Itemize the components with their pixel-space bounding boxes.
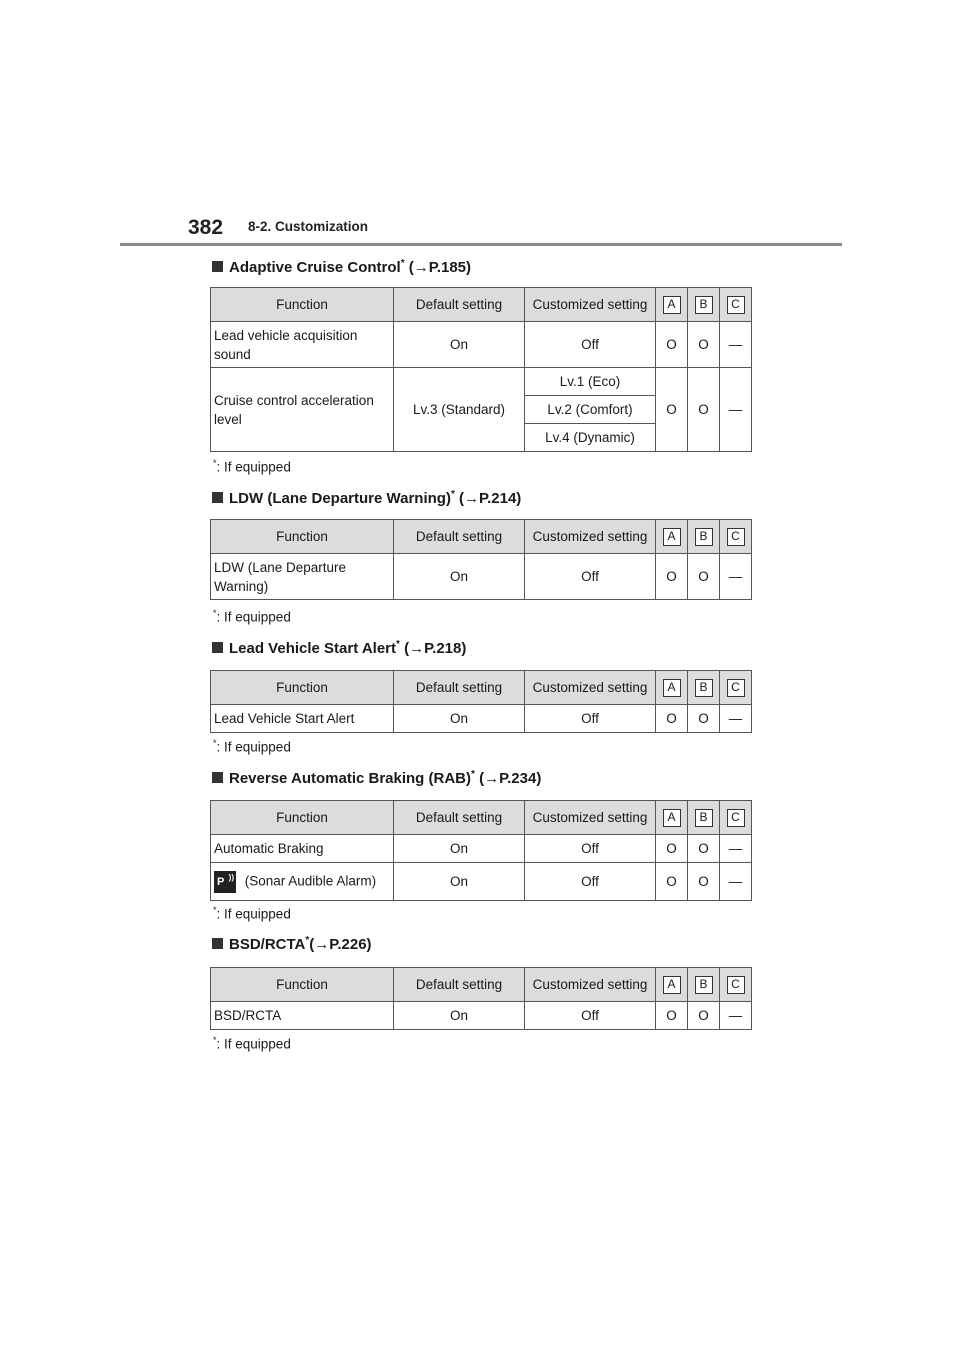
table-header-row: [211, 288, 752, 322]
cell-customized: Off: [525, 1002, 656, 1030]
table-row: [211, 863, 752, 901]
table-header-row: [211, 801, 752, 835]
header-col-c: C: [720, 968, 752, 1002]
cell-c: —: [720, 863, 752, 901]
page-reference-link[interactable]: (→P.185): [404, 259, 472, 276]
table-header-row: [211, 671, 752, 705]
settings-table-acc: [210, 287, 752, 452]
page-header: [120, 212, 842, 246]
table-row: [211, 835, 752, 863]
header-default-setting: Default setting: [394, 520, 525, 554]
header-col-a: A: [656, 968, 688, 1002]
table-row: [211, 1002, 752, 1030]
cell-default: On: [394, 1002, 525, 1030]
square-bullet-icon: [212, 772, 223, 783]
header-default-setting: Default setting: [394, 801, 525, 835]
header-customized-setting: Customized setting: [525, 801, 656, 835]
header-default-setting: Default setting: [394, 671, 525, 705]
header-customized-setting: Customized setting: [525, 671, 656, 705]
cell-function: Cruise control acceleration level: [211, 368, 394, 452]
header-function: Function: [211, 968, 394, 1002]
header-col-a: A: [656, 801, 688, 835]
cell-b: O: [688, 368, 720, 452]
cell-default: Lv.3 (Standard): [394, 368, 525, 452]
page-number: 382: [188, 216, 224, 239]
settings-table-bsd-rcta: [210, 967, 752, 1030]
square-bullet-icon: [212, 938, 223, 949]
cell-b: O: [688, 835, 720, 863]
cell-customized: Off: [525, 863, 656, 901]
cell-c: —: [720, 368, 752, 452]
table-row: [211, 554, 752, 600]
cell-customized: Off: [525, 705, 656, 733]
section-title: 8-2. Customization: [248, 219, 369, 234]
heading-bsd-rcta: BSD/RCTA*(→P.226): [212, 935, 372, 953]
cell-c: —: [720, 322, 752, 368]
cell-default: On: [394, 863, 525, 901]
sonar-alarm-icon: P )): [214, 871, 236, 893]
cell-c: —: [720, 705, 752, 733]
header-col-a: A: [656, 288, 688, 322]
cell-function: LDW (Lane Departure Warning): [211, 554, 394, 600]
cell-customized: Lv.1 (Eco): [525, 368, 656, 396]
square-bullet-icon: [212, 261, 223, 272]
header-default-setting: Default setting: [394, 968, 525, 1002]
cell-function: Lead Vehicle Start Alert: [211, 705, 394, 733]
table-row: [211, 368, 752, 396]
header-function: Function: [211, 288, 394, 322]
header-col-b: B: [688, 671, 720, 705]
cell-b: O: [688, 554, 720, 600]
square-bullet-icon: [212, 642, 223, 653]
cell-customized: Lv.2 (Comfort): [525, 396, 656, 424]
cell-c: —: [720, 554, 752, 600]
header-col-b: B: [688, 288, 720, 322]
header-col-a: A: [656, 671, 688, 705]
page-reference-link[interactable]: (→P.234): [474, 770, 542, 787]
cell-function: Lead vehicle acquisition sound: [211, 322, 394, 368]
table-header-row: [211, 968, 752, 1002]
header-col-c: C: [720, 520, 752, 554]
header-default-setting: Default setting: [394, 288, 525, 322]
cell-b: O: [688, 1002, 720, 1030]
cell-a: O: [656, 835, 688, 863]
square-bullet-icon: [212, 492, 223, 503]
header-function: Function: [211, 520, 394, 554]
cell-default: On: [394, 554, 525, 600]
footnote: *: If equipped: [213, 905, 291, 922]
cell-default: On: [394, 835, 525, 863]
table-header-row: [211, 520, 752, 554]
heading-lead-vehicle-start-alert: Lead Vehicle Start Alert* (→P.218): [212, 639, 466, 657]
page-reference-link[interactable]: (→P.218): [399, 640, 467, 657]
heading-reverse-automatic-braking: Reverse Automatic Braking (RAB)* (→P.234): [212, 769, 541, 787]
header-customized-setting: Customized setting: [525, 520, 656, 554]
header-function: Function: [211, 671, 394, 705]
header-function: Function: [211, 801, 394, 835]
cell-function: Automatic Braking: [211, 835, 394, 863]
cell-a: O: [656, 322, 688, 368]
header-divider: [120, 243, 842, 246]
header-col-b: B: [688, 520, 720, 554]
header-col-a: A: [656, 520, 688, 554]
cell-customized: Off: [525, 322, 656, 368]
footnote: *: If equipped: [213, 1035, 291, 1052]
header-col-c: C: [720, 671, 752, 705]
footnote: *: If equipped: [213, 738, 291, 755]
cell-c: —: [720, 1002, 752, 1030]
heading-adaptive-cruise-control: Adaptive Cruise Control* (→P.185): [212, 258, 471, 276]
cell-b: O: [688, 863, 720, 901]
cell-b: O: [688, 322, 720, 368]
cell-a: O: [656, 368, 688, 452]
page-reference-link[interactable]: (→P.226): [309, 936, 372, 953]
heading-ldw: LDW (Lane Departure Warning)* (→P.214): [212, 489, 521, 507]
header-customized-setting: Customized setting: [525, 288, 656, 322]
page-reference-link[interactable]: (→P.214): [454, 490, 522, 507]
header-col-b: B: [688, 968, 720, 1002]
settings-table-lead-vehicle-start-alert: [210, 670, 752, 733]
table-row: [211, 705, 752, 733]
cell-c: —: [720, 835, 752, 863]
header-col-c: C: [720, 288, 752, 322]
cell-customized: Off: [525, 835, 656, 863]
footnote: *: If equipped: [213, 458, 291, 475]
cell-default: On: [394, 705, 525, 733]
cell-a: O: [656, 1002, 688, 1030]
table-row: [211, 322, 752, 368]
header-col-b: B: [688, 801, 720, 835]
settings-table-rab: [210, 800, 752, 901]
cell-a: O: [656, 554, 688, 600]
cell-customized: Off: [525, 554, 656, 600]
cell-b: O: [688, 705, 720, 733]
cell-a: O: [656, 705, 688, 733]
header-customized-setting: Customized setting: [525, 968, 656, 1002]
cell-a: O: [656, 863, 688, 901]
cell-default: On: [394, 322, 525, 368]
cell-function: BSD/RCTA: [211, 1002, 394, 1030]
cell-customized: Lv.4 (Dynamic): [525, 424, 656, 452]
footnote: *: If equipped: [213, 608, 291, 625]
cell-function: P )) (Sonar Audible Alarm): [211, 863, 394, 901]
header-col-c: C: [720, 801, 752, 835]
settings-table-ldw: [210, 519, 752, 600]
